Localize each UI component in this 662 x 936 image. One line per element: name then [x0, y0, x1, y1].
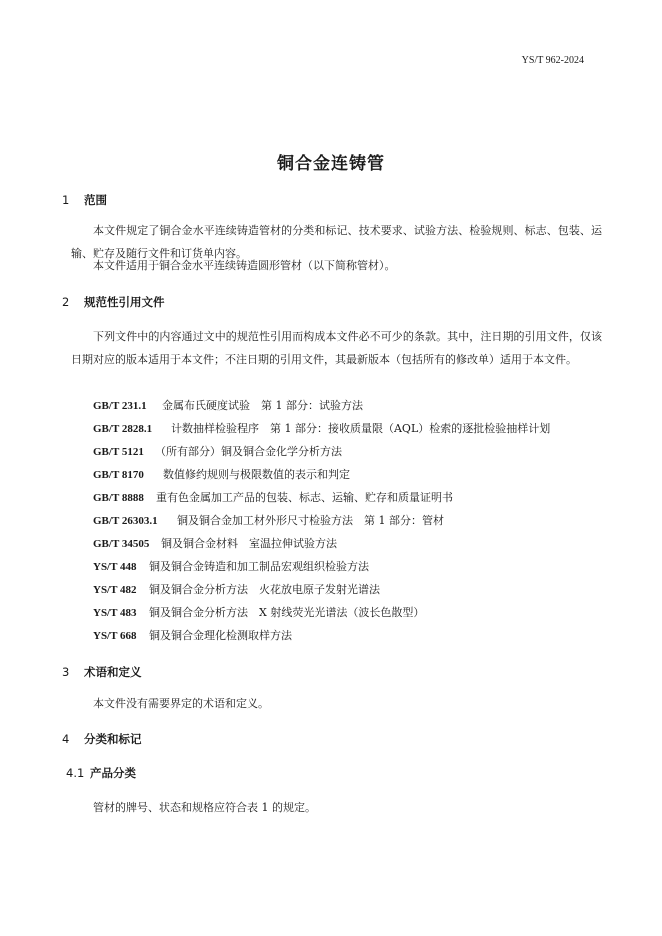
reference-code: GB/T 231.1 [93, 400, 147, 412]
reference-code: GB/T 8170 [93, 469, 144, 481]
classification-paragraph: 管材的牌号、状态和规格应符合表 1 的规定。 [93, 801, 316, 814]
reference-name: 铜及铜合金加工材外形尺寸检验方法 第 1 部分：管材 [177, 514, 444, 527]
section-number: 2 [62, 295, 70, 309]
reference-item [93, 581, 380, 597]
scope-paragraph-1: 本文件规定了铜合金水平连续铸造管材的分类和标记、技术要求、试验方法、检验规则、标志、包装、运输、贮存及随行文件和订货单内容。 [71, 224, 602, 260]
reference-name: 铜及铜合金铸造和加工制品宏观组织检验方法 [149, 560, 369, 573]
section-2-heading [62, 294, 165, 310]
reference-name: 铜及铜合金理化检测取样方法 [149, 629, 292, 642]
section-title: 分类和标记 [84, 732, 142, 746]
reference-item [93, 420, 550, 436]
subsection-title: 产品分类 [90, 766, 136, 780]
reference-item [93, 627, 292, 643]
reference-code: YS/T 482 [93, 584, 137, 596]
scope-paragraph-2: 本文件适用于铜合金水平连续铸造圆形管材（以下简称管材）。 [93, 259, 396, 272]
reference-name: 铜及铜合金材料 室温拉伸试验方法 [161, 537, 337, 550]
reference-code: YS/T 668 [93, 630, 137, 642]
reference-code: GB/T 5121 [93, 446, 144, 458]
reference-name: 重有色金属加工产品的包装、标志、运输、贮存和质量证明书 [156, 491, 453, 504]
reference-code: GB/T 34505 [93, 538, 150, 550]
document-title: 铜合金连铸管 [277, 154, 385, 174]
reference-item [93, 466, 350, 482]
reference-item [93, 604, 424, 620]
subsection-number: 4.1 [66, 766, 85, 780]
reference-item [93, 512, 444, 528]
section-3-heading [62, 664, 142, 680]
reference-name: 铜及铜合金分析方法 X 射线荧光光谱法（波长色散型） [149, 606, 425, 619]
reference-name: 金属布氏硬度试验 第 1 部分：试验方法 [162, 399, 363, 412]
section-number: 4 [62, 732, 70, 746]
reference-item [93, 443, 342, 459]
terms-paragraph: 本文件没有需要界定的术语和定义。 [93, 697, 269, 710]
reference-item [93, 397, 363, 413]
reference-code: GB/T 2828.1 [93, 423, 153, 435]
reference-name: 铜及铜合金分析方法 火花放电原子发射光谱法 [149, 583, 380, 596]
reference-name: 计数抽样检验程序 第 1 部分：接收质量限（AQL）检索的逐批检验抽样计划 [171, 422, 551, 435]
reference-code: YS/T 448 [93, 561, 137, 573]
section-title: 术语和定义 [84, 665, 142, 679]
section-title: 规范性引用文件 [84, 295, 165, 309]
subsection-4-1-heading [66, 765, 136, 781]
standard-code: YS/T 962-2024 [521, 55, 584, 66]
reference-item [93, 489, 453, 505]
reference-code: GB/T 26303.1 [93, 515, 158, 527]
section-number: 1 [62, 193, 70, 207]
normative-intro: 下列文件中的内容通过文中的规范性引用而构成本文件必不可少的条款。其中，注日期的引用文件，仅该日期对应的版本适用于本文件；不注日期的引用文件，其最新版本（包括所有的修改单）适用于本文件。 [71, 330, 602, 366]
section-1-heading [62, 192, 107, 208]
reference-item [93, 558, 369, 574]
reference-item [93, 535, 337, 551]
reference-code: YS/T 483 [93, 607, 137, 619]
section-4-heading [62, 731, 142, 747]
reference-name: 数值修约规则与极限数值的表示和判定 [163, 468, 350, 481]
reference-code: GB/T 8888 [93, 492, 144, 504]
section-title: 范围 [84, 193, 107, 207]
reference-name: （所有部分）铜及铜合金化学分析方法 [155, 445, 342, 458]
section-number: 3 [62, 665, 70, 679]
